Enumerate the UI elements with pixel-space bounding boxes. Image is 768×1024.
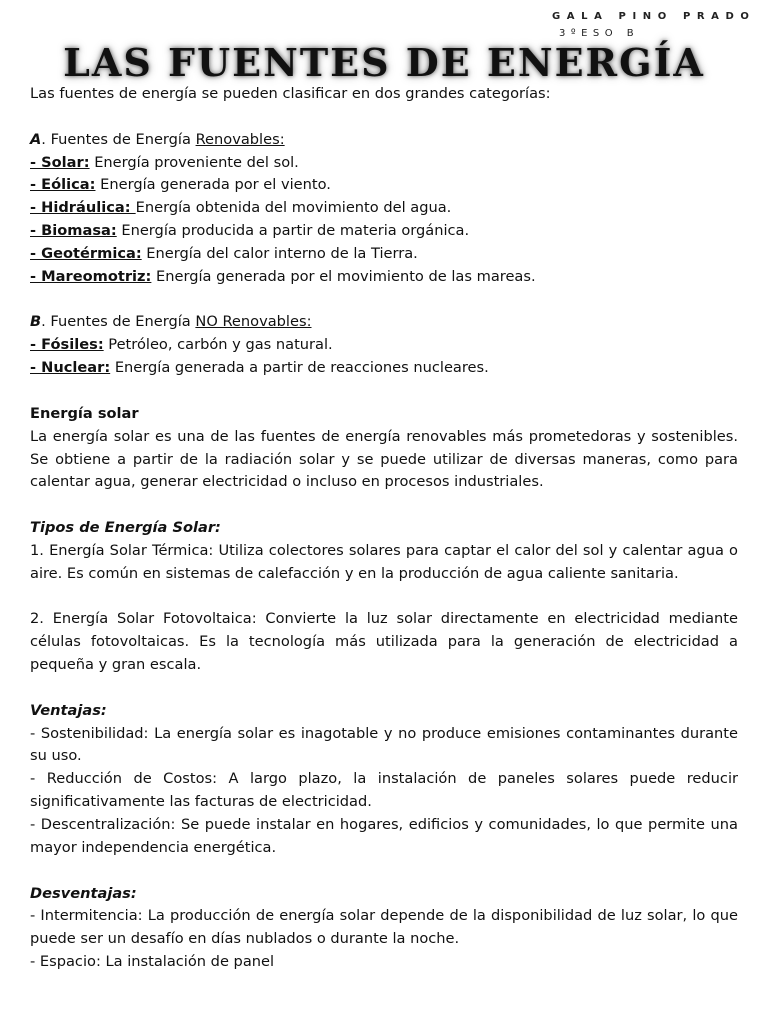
nonrenewables-heading [30, 311, 738, 334]
item-desc: Energía generada a partir de reacciones nucleares. [110, 359, 489, 377]
disadvantage-item: - Espacio: La instalación de panel [30, 953, 275, 971]
renewables-heading [30, 129, 738, 152]
list-item [30, 266, 738, 289]
item-term: - Hidráulica: [30, 199, 136, 217]
item-desc: Petróleo, carbón y gas natural. [103, 336, 333, 354]
author-name: GALA PINO PRADO [552, 11, 756, 22]
section-heading-solar: Energía solar [30, 404, 139, 422]
list-item [30, 197, 738, 220]
item-term: - Fósiles: [30, 336, 104, 354]
intro-text: Las fuentes de energía se pueden clasificar en dos grandes categorías: [30, 85, 551, 102]
section-heading-advantages: Ventajas: [30, 701, 107, 719]
item-term: - Eólica: [30, 176, 96, 194]
item-desc: Energía proveniente del sol. [89, 153, 299, 171]
type-item-thermal: 1. Energía Solar Térmica: Utiliza colectores solares para captar el calor del sol y calentar agua o aire. Es común en sistemas de calefacción y en la producción de agua caliente sanitaria. [30, 541, 738, 582]
category-letter: B [30, 313, 42, 331]
disadvantage-item: - Intermitencia: La producción de energía solar depende de la disponibilidad de luz solar, lo que puede ser un desafío en días nublados o durante la noche. [30, 907, 738, 948]
category-letter: A [30, 130, 42, 148]
document-body [30, 83, 738, 974]
item-desc: Energía producida a partir de materia orgánica. [116, 222, 470, 240]
item-term: - Mareomotriz: [30, 267, 152, 285]
page-title: LAS FUENTES DE ENERGÍA [63, 40, 705, 85]
item-term: - Nuclear: [30, 359, 111, 377]
advantage-item: - Reducción de Costos: A largo plazo, la instalación de paneles solares puede reducir significativamente las facturas de electricidad. [30, 770, 738, 811]
heading-underlined: Renovables: [195, 130, 285, 148]
item-desc: Energía obtenida del movimiento del agua. [135, 199, 452, 217]
list-item [30, 357, 738, 380]
list-item [30, 220, 738, 243]
item-term: - Biomasa: [30, 222, 117, 240]
course-label: 3ºESO B [559, 28, 640, 39]
list-item [30, 243, 738, 266]
item-desc: Energía generada por el viento. [95, 176, 331, 194]
list-item [30, 334, 738, 357]
advantage-item: - Sostenibilidad: La energía solar es inagotable y no produce emisiones contaminantes durante su uso. [30, 724, 738, 765]
heading-text: . Fuentes de Energía [41, 313, 196, 331]
item-term: - Geotérmica: [30, 244, 142, 262]
type-item-photovoltaic: 2. Energía Solar Fotovoltaica: Convierte la luz solar directamente en electricidad mediante células fotovoltaicas. Es la tecnología más utilizada para la generación de electricidad a pequeña y gran escala. [30, 610, 738, 674]
section-heading-disadvantages: Desventajas: [30, 884, 137, 902]
list-item [30, 152, 738, 175]
item-desc: Energía del calor interno de la Tierra. [141, 244, 418, 262]
heading-text: . Fuentes de Energía [41, 130, 196, 148]
heading-underlined: NO Renovables: [195, 313, 312, 331]
section-heading-types: Tipos de Energía Solar: [30, 519, 221, 537]
solar-paragraph: La energía solar es una de las fuentes de energía renovables más prometedoras y sostenibles. Se obtiene a partir de la radiación solar y se puede utilizar de diversas maneras, como para calentar agua, generar electricidad o incluso en procesos industriales. [30, 427, 738, 491]
item-term: - Solar: [30, 153, 90, 171]
list-item [30, 174, 738, 197]
item-desc: Energía generada por el movimiento de las mareas. [151, 267, 536, 285]
advantage-item: - Descentralización: Se puede instalar en hogares, edificios y comunidades, lo que permite una mayor independencia energética. [30, 816, 738, 856]
